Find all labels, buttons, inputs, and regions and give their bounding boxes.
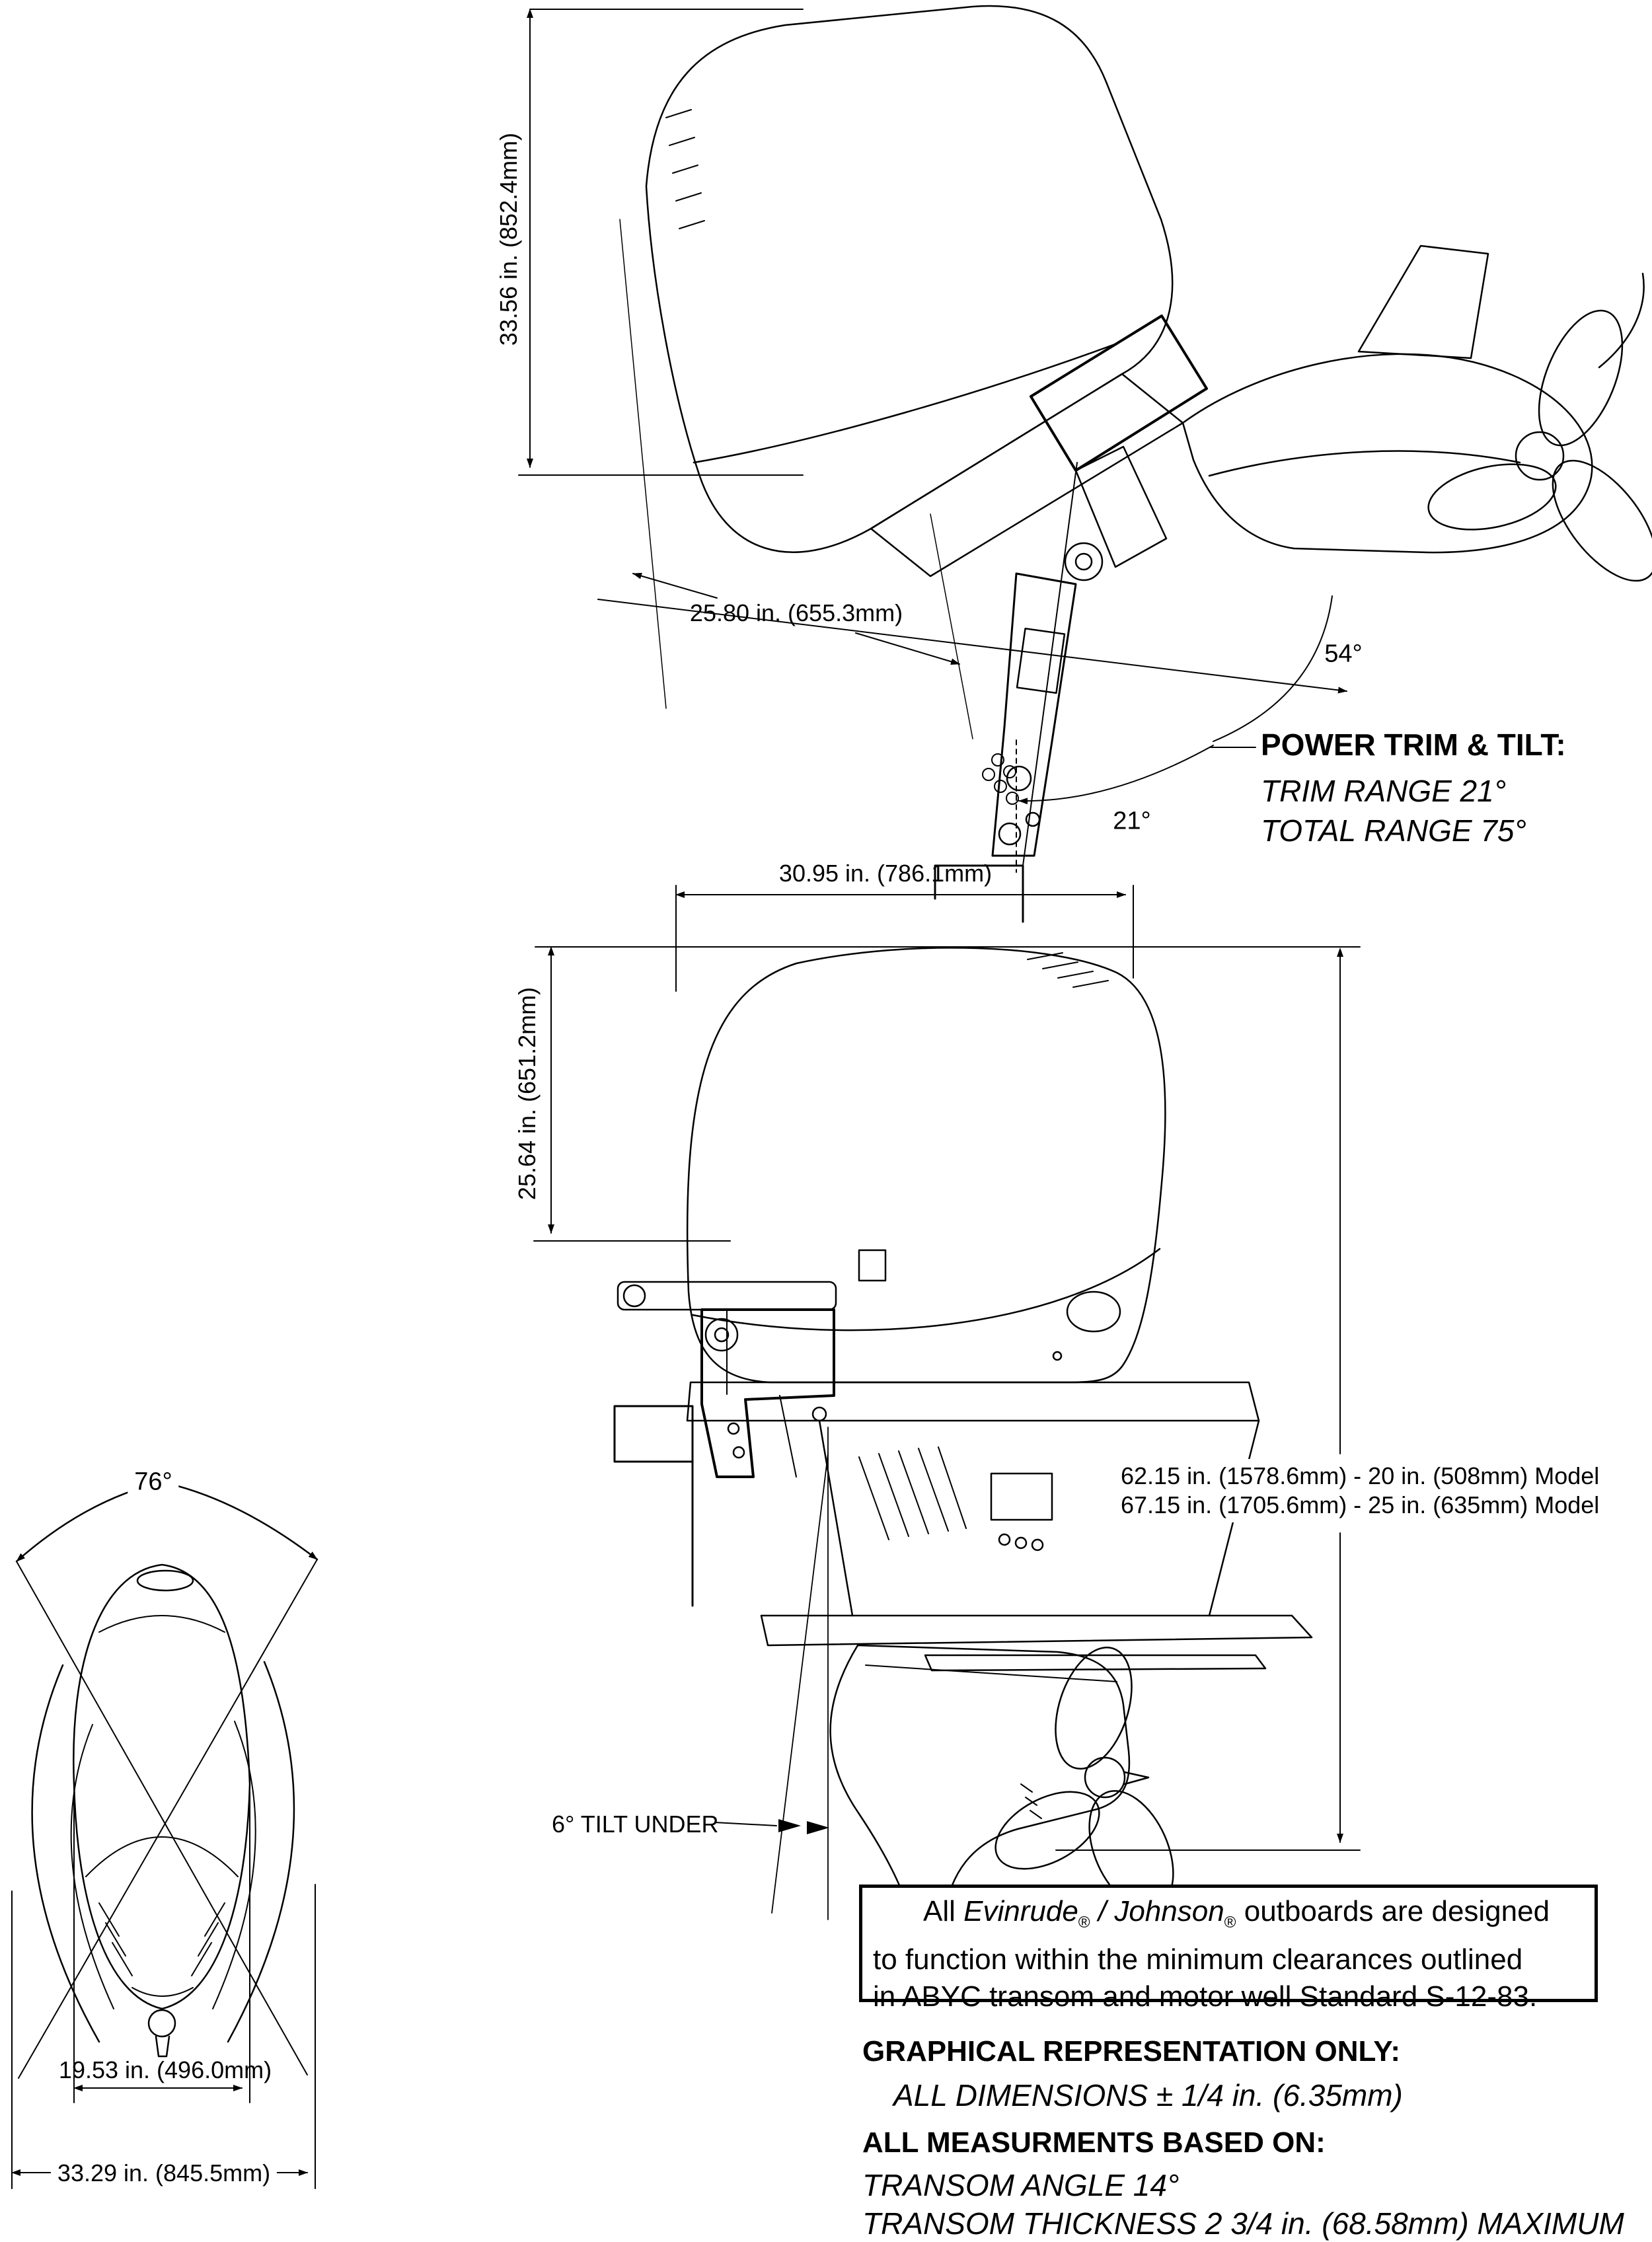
overall-height-25-label: 67.15 in. (1705.6mm) - 25 in. (635mm) Model <box>1121 1491 1600 1518</box>
top-cowl-latch <box>149 2010 175 2036</box>
side-propeller <box>983 1638 1189 1923</box>
top-cowl-vents <box>99 1903 225 1976</box>
steering-line-starboard <box>19 1559 317 2078</box>
transom-angle-note: TRANSOM ANGLE 14° <box>862 2168 1180 2202</box>
tilted-propeller <box>1423 299 1652 598</box>
tilted-cowl-outline <box>646 6 1172 552</box>
clearance-note-line3: in ABYC transom and motor well Standard S-12-83. <box>873 1980 1538 2013</box>
total-range-label: TOTAL RANGE 75° <box>1261 813 1526 848</box>
outer-envelope-right <box>228 1662 294 2042</box>
top-cowl-width-dim-label: 19.53 in. (496.0mm) <box>58 2056 272 2083</box>
arc-54 <box>1213 596 1332 741</box>
dim-overall-height <box>1056 956 1360 1850</box>
clearance-note-line1: All Evinrude$_®$ / Johnson$_®$ outboards are designed <box>923 1895 1550 1931</box>
side-cowl-outline <box>687 948 1165 1382</box>
dimensions-tolerance-note: ALL DIMENSIONS ± 1/4 in. (6.35mm) <box>893 2078 1403 2112</box>
tilt-tube <box>1065 543 1102 580</box>
arc-76-right <box>162 1482 317 1559</box>
side-transom-step <box>615 1406 693 1606</box>
tilt-under-leader <box>715 1822 776 1826</box>
tilt-under-slant-ref <box>772 1454 828 1913</box>
tilted-skeg <box>1359 246 1488 358</box>
power-trim-tilt-title: POWER TRIM & TILT: <box>1261 728 1566 762</box>
top-overall-width-dim-label: 33.29 in. (845.5mm) <box>51 2159 277 2187</box>
tilted-depth-dim-label: 25.80 in. (655.3mm) <box>689 599 903 626</box>
side-clamp-bracket <box>702 1310 834 1477</box>
tilt-under-label: 6° TILT UNDER <box>552 1811 719 1838</box>
side-cowl-height-dim-label: 25.64 in. (651.2mm) <box>513 987 541 1201</box>
dim-33-56 <box>519 9 803 475</box>
measurements-based-heading: ALL MEASURMENTS BASED ON: <box>862 2126 1326 2159</box>
clearance-note-box <box>859 1885 1598 2013</box>
tilt-under-arrows <box>778 1819 829 1834</box>
side-width-dim-label: 30.95 in. (786.1mm) <box>778 860 993 887</box>
overall-height-20-label: 62.15 in. (1578.6mm) - 20 in. (508mm) Model <box>1121 1462 1600 1489</box>
trim-angle-label: 21° <box>1113 807 1151 835</box>
tilted-bracket-arm <box>1076 447 1166 567</box>
side-cowl-emblem <box>1067 1292 1120 1331</box>
side-gearcase <box>831 1645 1129 1918</box>
outer-envelope-left <box>32 1665 99 2042</box>
side-steering-arm <box>618 1282 836 1310</box>
side-cowl-seam <box>693 1249 1160 1330</box>
tilted-cowl-seam <box>694 344 1117 463</box>
tilted-gearcase <box>1183 354 1592 552</box>
tilted-bracket-upper <box>1031 316 1207 470</box>
transom-thickness-note: TRANSOM THICKNESS 2 3/4 in. (68.58mm) MAXIMUM <box>862 2206 1624 2241</box>
graphical-representation-heading: GRAPHICAL REPRESENTATION ONLY: <box>862 2035 1401 2068</box>
top-cowl-nose-vent <box>137 1571 193 1590</box>
tilt-angle-label: 54° <box>1324 640 1363 668</box>
side-av-plate <box>761 1616 1312 1645</box>
side-trim-hatch <box>859 1447 966 1540</box>
brand-johnson: Johnson <box>1114 1895 1224 1927</box>
clearance-note-line2: to function within the minimum clearances outlined <box>873 1943 1523 1976</box>
dim-25-64 <box>534 955 730 1241</box>
trim-range-label: TRIM RANGE 21° <box>1261 774 1507 808</box>
tilted-transom-face-line <box>1023 463 1077 866</box>
steering-line-port <box>17 1561 307 2075</box>
dim-30-95 <box>676 885 1133 991</box>
arc-21 <box>1019 745 1213 801</box>
overall-height-labels <box>1115 1459 1604 1522</box>
steering-angle-label: 76° <box>128 1468 178 1497</box>
side-view-drawing <box>534 885 1360 1922</box>
tilted-cowl-vents <box>666 110 704 229</box>
tilted-height-dim-label: 33.56 in. (852.4mm) <box>495 132 522 346</box>
brand-evinrude: Evinrude <box>963 1895 1078 1927</box>
side-pan <box>687 1382 1259 1421</box>
